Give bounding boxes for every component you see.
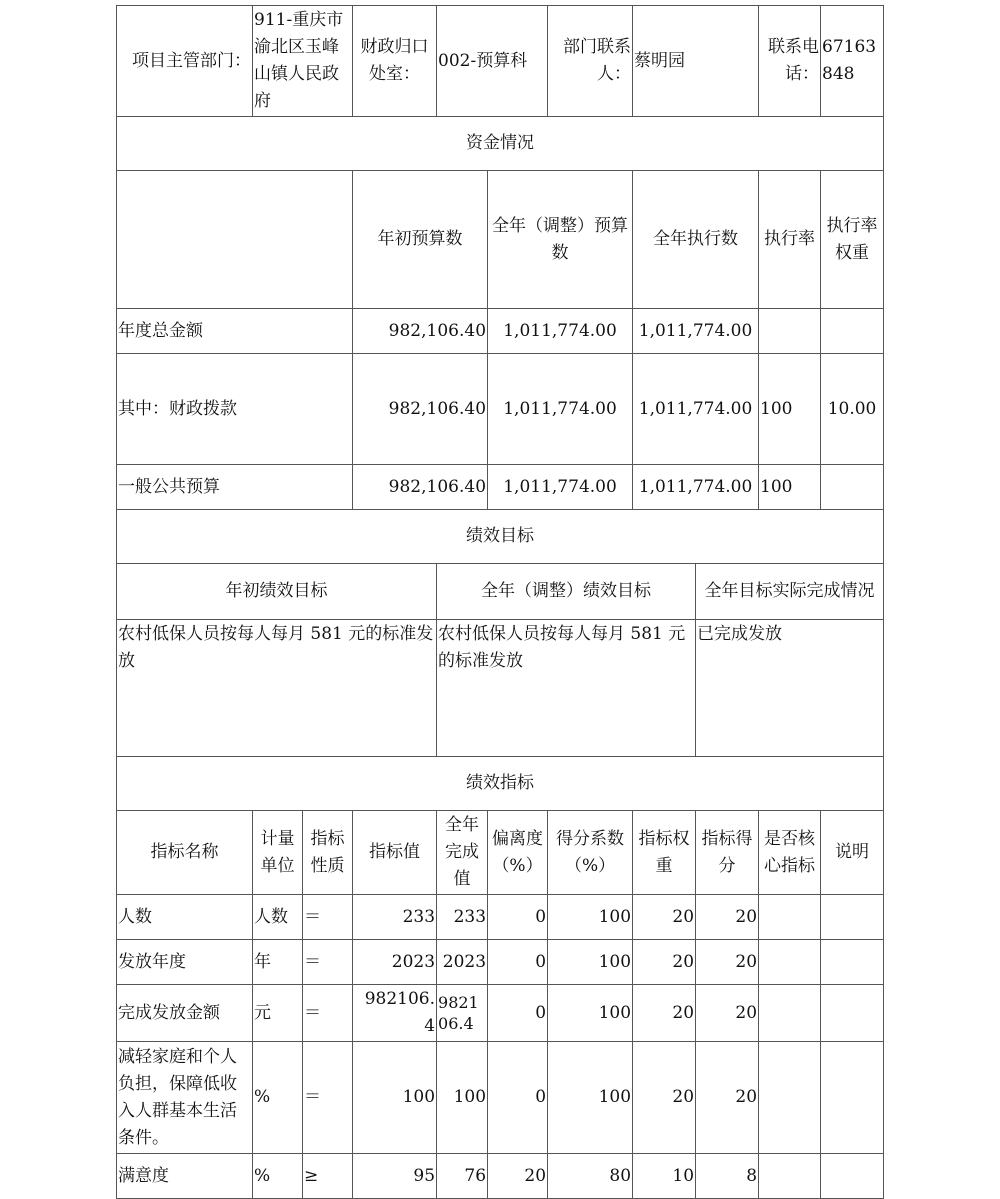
funds-row-executed: 1,011,774.00 <box>633 465 759 510</box>
funds-row <box>117 354 884 465</box>
ind-target: 233 <box>353 895 437 940</box>
ind-col-coef: 得分系数（%） <box>548 811 633 895</box>
ind-coef: 100 <box>548 1042 633 1154</box>
performance-report-page <box>116 5 883 1199</box>
dept-value: 911-重庆市渝北区玉峰山镇人民政府 <box>253 6 353 117</box>
ind-weight: 20 <box>633 895 696 940</box>
ind-weight: 20 <box>633 985 696 1042</box>
funds-header-blank <box>117 171 353 309</box>
funds-row-initial: 982,106.40 <box>353 465 488 510</box>
finance-label: 财政归口处室： <box>353 6 437 117</box>
finance-value: 002-预算科 <box>437 6 548 117</box>
phone-label: 联系电话： <box>759 6 821 117</box>
ind-name: 人数 <box>117 895 253 940</box>
ind-col-actual: 全年完成值 <box>437 811 488 895</box>
ind-target: 100 <box>353 1042 437 1154</box>
funds-row <box>117 465 884 510</box>
ind-core <box>759 1042 821 1154</box>
goals-section-title: 绩效目标 <box>117 510 884 564</box>
ind-weight: 10 <box>633 1154 696 1199</box>
ind-actual: 982106.4 <box>437 985 488 1042</box>
ind-col-target: 指标值 <box>353 811 437 895</box>
ind-coef: 100 <box>548 940 633 985</box>
contact-label: 部门联系人： <box>548 6 633 117</box>
funds-row-rate: 100 <box>759 465 821 510</box>
contact-value: 蔡明园 <box>633 6 759 117</box>
funds-col-rate: 执行率 <box>759 171 821 309</box>
funds-col-weight: 执行率权重 <box>821 171 884 309</box>
funds-row-name: 年度总金额 <box>117 309 353 354</box>
ind-col-unit: 计量单位 <box>253 811 303 895</box>
ind-col-weight: 指标权重 <box>633 811 696 895</box>
indicators-section-title: 绩效指标 <box>117 757 884 811</box>
ind-note <box>821 940 884 985</box>
funds-row-name: 其中：财政拨款 <box>117 354 353 465</box>
ind-deviation: 0 <box>488 1042 548 1154</box>
ind-actual: 2023 <box>437 940 488 985</box>
ind-coef: 100 <box>548 985 633 1042</box>
ind-col-name: 指标名称 <box>117 811 253 895</box>
ind-weight: 20 <box>633 1042 696 1154</box>
goals-col-adjusted: 全年（调整）绩效目标 <box>437 564 696 620</box>
funds-row-weight: 10.00 <box>821 354 884 465</box>
indicator-row <box>117 985 884 1042</box>
performance-table <box>116 5 884 1199</box>
ind-nature: ＝ <box>303 1042 353 1154</box>
funds-row-initial: 982,106.40 <box>353 309 488 354</box>
funds-row-weight <box>821 309 884 354</box>
ind-name: 完成发放金额 <box>117 985 253 1042</box>
ind-unit: % <box>253 1154 303 1199</box>
ind-note <box>821 985 884 1042</box>
ind-deviation: 20 <box>488 1154 548 1199</box>
ind-target: 2023 <box>353 940 437 985</box>
funds-row-rate <box>759 309 821 354</box>
ind-score: 8 <box>696 1154 759 1199</box>
funds-section-title: 资金情况 <box>117 117 884 171</box>
ind-weight: 20 <box>633 940 696 985</box>
ind-col-core: 是否核心指标 <box>759 811 821 895</box>
goals-actual-text: 已完成发放 <box>696 620 884 757</box>
funds-row-executed: 1,011,774.00 <box>633 354 759 465</box>
ind-core <box>759 985 821 1042</box>
ind-target: 95 <box>353 1154 437 1199</box>
ind-nature: ＝ <box>303 940 353 985</box>
ind-nature: ≥ <box>303 1154 353 1199</box>
funds-row-adjusted: 1,011,774.00 <box>488 354 633 465</box>
ind-unit: 元 <box>253 985 303 1042</box>
ind-score: 20 <box>696 940 759 985</box>
indicator-row <box>117 940 884 985</box>
ind-col-nature: 指标性质 <box>303 811 353 895</box>
ind-score: 20 <box>696 985 759 1042</box>
funds-row-adjusted: 1,011,774.00 <box>488 309 633 354</box>
ind-nature: ＝ <box>303 895 353 940</box>
goals-adjusted-text: 农村低保人员按每人每月 581 元的标准发放 <box>437 620 696 757</box>
ind-col-score: 指标得分 <box>696 811 759 895</box>
goals-col-actual: 全年目标实际完成情况 <box>696 564 884 620</box>
funds-row-initial: 982,106.40 <box>353 354 488 465</box>
ind-actual: 100 <box>437 1042 488 1154</box>
ind-note <box>821 895 884 940</box>
ind-unit: 人数 <box>253 895 303 940</box>
ind-note <box>821 1154 884 1199</box>
funds-row-adjusted: 1,011,774.00 <box>488 465 633 510</box>
funds-col-initial: 年初预算数 <box>353 171 488 309</box>
dept-label: 项目主管部门： <box>117 6 253 117</box>
ind-coef: 100 <box>548 895 633 940</box>
ind-deviation: 0 <box>488 985 548 1042</box>
ind-unit: % <box>253 1042 303 1154</box>
funds-row-executed: 1,011,774.00 <box>633 309 759 354</box>
indicators-header-row <box>117 811 884 895</box>
ind-unit: 年 <box>253 940 303 985</box>
indicator-row <box>117 895 884 940</box>
ind-deviation: 0 <box>488 895 548 940</box>
ind-core <box>759 895 821 940</box>
ind-score: 20 <box>696 1042 759 1154</box>
ind-actual: 76 <box>437 1154 488 1199</box>
ind-nature: ＝ <box>303 985 353 1042</box>
header-row <box>117 6 884 117</box>
funds-row <box>117 309 884 354</box>
ind-core <box>759 940 821 985</box>
ind-name: 满意度 <box>117 1154 253 1199</box>
ind-name: 减轻家庭和个人负担，保障低收入人群基本生活条件。 <box>117 1042 253 1154</box>
phone-value: 67163848 <box>821 6 884 117</box>
goals-row <box>117 620 884 757</box>
indicator-row <box>117 1154 884 1199</box>
ind-note <box>821 1042 884 1154</box>
ind-target: 982106.4 <box>353 985 437 1042</box>
funds-row-rate: 100 <box>759 354 821 465</box>
funds-header-row <box>117 171 884 309</box>
ind-actual: 233 <box>437 895 488 940</box>
ind-score: 20 <box>696 895 759 940</box>
goals-col-initial: 年初绩效目标 <box>117 564 437 620</box>
funds-row-name: 一般公共预算 <box>117 465 353 510</box>
indicator-row <box>117 1042 884 1154</box>
ind-col-note: 说明 <box>821 811 884 895</box>
funds-row-weight <box>821 465 884 510</box>
funds-col-adjusted: 全年（调整）预算数 <box>488 171 633 309</box>
goals-initial-text: 农村低保人员按每人每月 581 元的标准发放 <box>117 620 437 757</box>
ind-deviation: 0 <box>488 940 548 985</box>
funds-col-executed: 全年执行数 <box>633 171 759 309</box>
ind-name: 发放年度 <box>117 940 253 985</box>
ind-coef: 80 <box>548 1154 633 1199</box>
ind-col-deviation: 偏离度（%） <box>488 811 548 895</box>
goals-header-row <box>117 564 884 620</box>
ind-core <box>759 1154 821 1199</box>
